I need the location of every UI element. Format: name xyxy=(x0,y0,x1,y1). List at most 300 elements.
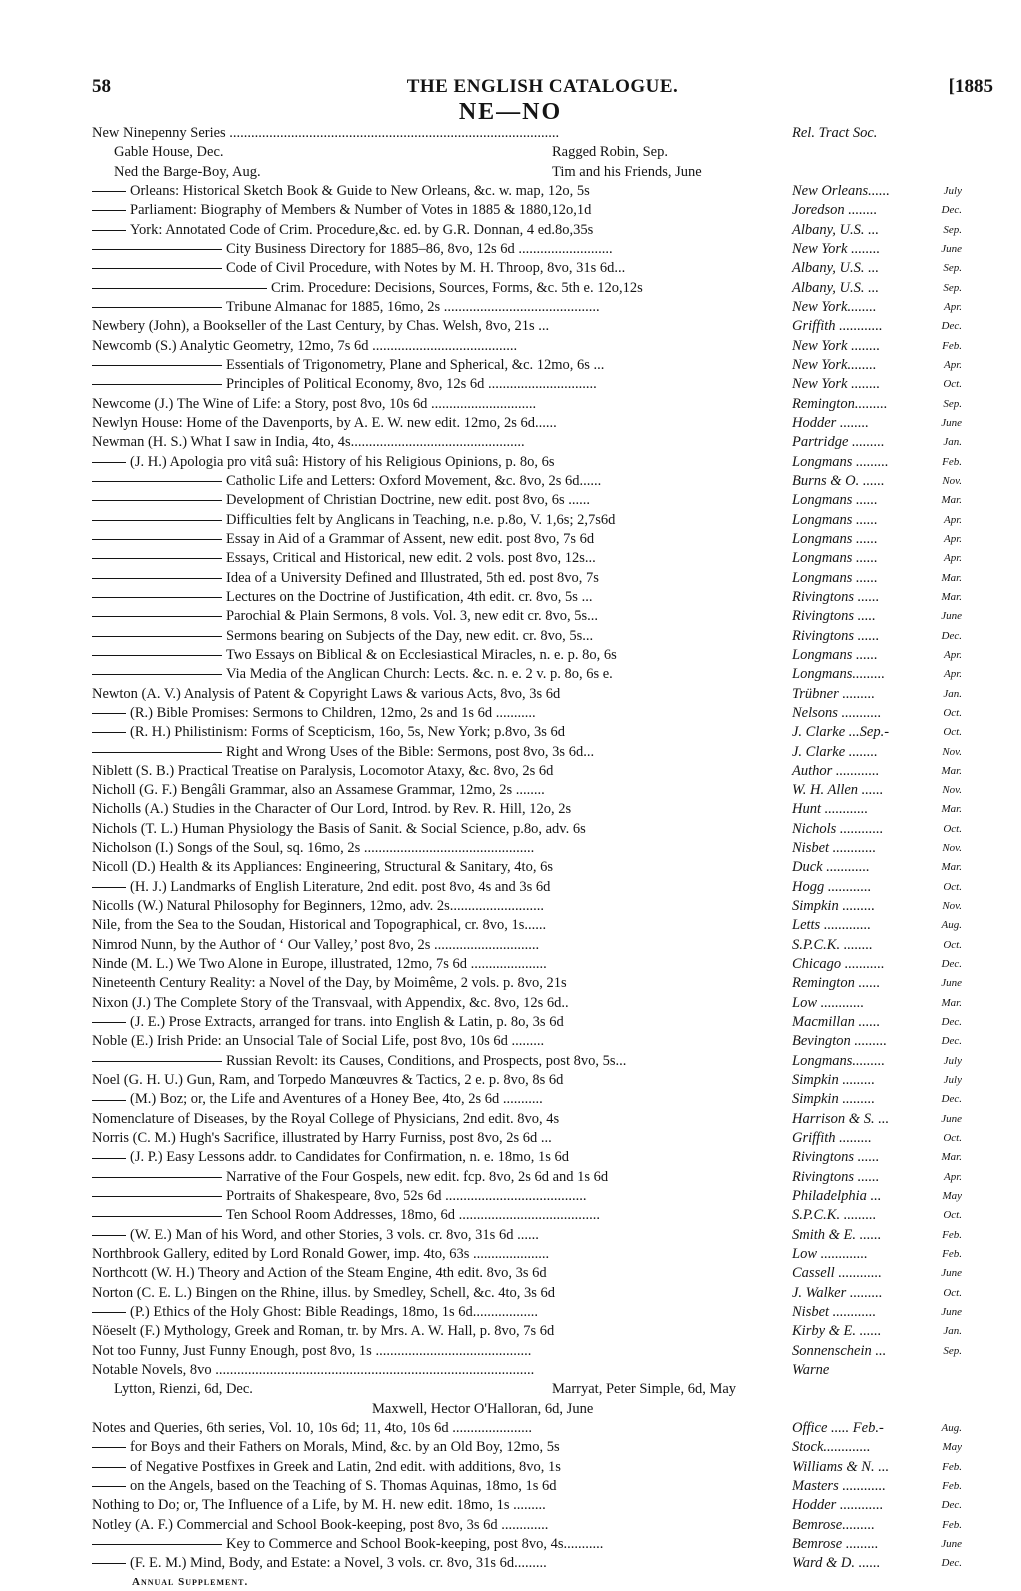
entry-text: Essentials of Trigonometry, Plane and Spherical, &c. 12mo, 6s ... xyxy=(226,356,605,373)
ditto-rule xyxy=(92,1447,126,1448)
catalogue-entry xyxy=(92,1129,962,1148)
series-volumes xyxy=(92,1400,962,1419)
ditto-rule xyxy=(92,578,222,579)
ditto-rule xyxy=(92,616,222,617)
entry-month: Sep. xyxy=(943,223,962,236)
entry-publisher: J. Walker ......... xyxy=(792,1284,883,1301)
entry-list xyxy=(92,124,962,1591)
entry-publisher: New Orleans...... xyxy=(792,182,890,199)
entry-publisher: Nelsons ........... xyxy=(792,704,882,721)
entry-month: Mar. xyxy=(941,590,962,603)
entry-text: Tribune Almanac for 1885, 16mo, 2s ........................................... xyxy=(226,298,600,315)
entry-month: Dec. xyxy=(941,1035,962,1048)
entry-month: Oct. xyxy=(943,378,962,391)
entry-publisher: Philadelphia ... xyxy=(792,1188,882,1205)
catalogue-entry xyxy=(92,356,962,375)
entry-month: Oct. xyxy=(943,880,962,893)
entry-publisher: New York ........ xyxy=(792,337,881,354)
ditto-rule xyxy=(92,713,126,714)
entry-month: Aug. xyxy=(941,919,962,932)
entry-publisher: Nisbet ............ xyxy=(792,1304,877,1321)
ditto-rule xyxy=(92,732,126,733)
entry-publisher: Nichols ............ xyxy=(792,820,884,837)
catalogue-entry xyxy=(92,762,962,781)
entry-text: Portraits of Shakespeare, 8vo, 52s 6d ....................................... xyxy=(226,1188,587,1205)
entry-month: Apr. xyxy=(943,648,962,661)
entry-text: (W. E.) Man of his Word, and other Stories, 3 vols. cr. 8vo, 31s 6d ...... xyxy=(130,1226,539,1243)
catalogue-entry xyxy=(92,1206,962,1225)
entry-text: Noble (E.) Irish Pride: an Unsocial Tale of Social Life, post 8vo, 10s 6d ......... xyxy=(92,1033,545,1050)
entry-text: Northcott (W. H.) Theory and Action of the Steam Engine, 4th edit. 8vo, 3s 6d xyxy=(92,1265,547,1282)
catalogue-entry xyxy=(92,569,962,588)
entry-month: Mar. xyxy=(941,764,962,777)
catalogue-entry xyxy=(92,182,962,201)
entry-text: Newton (A. V.) Analysis of Patent & Copyright Laws & various Acts, 8vo, 3s 6d xyxy=(92,685,561,702)
catalogue-entry xyxy=(92,395,962,414)
entry-month: Feb. xyxy=(942,1479,962,1492)
entry-text: of Negative Postfixes in Greek and Latin, 2nd edit. with additions, 8vo, 1s xyxy=(130,1458,561,1475)
entry-text: Newcome (J.) The Wine of Life: a Story, post 8vo, 10s 6d ............................. xyxy=(92,395,537,412)
ditto-rule xyxy=(92,462,126,463)
entry-publisher: Simpkin ......... xyxy=(792,1072,875,1089)
entry-text: Catholic Life and Letters: Oxford Movement, &c. 8vo, 2s 6d...... xyxy=(226,472,602,489)
catalogue-entry xyxy=(92,704,962,723)
entry-publisher: Longmans ...... xyxy=(792,550,878,567)
entry-month: Oct. xyxy=(943,706,962,719)
entry-month: June xyxy=(941,1306,962,1319)
entry-month: Apr. xyxy=(943,513,962,526)
catalogue-entry xyxy=(92,124,962,143)
catalogue-entry xyxy=(92,588,962,607)
catalogue-entry xyxy=(92,1071,962,1090)
ditto-rule xyxy=(92,500,222,501)
entry-month: Nov. xyxy=(942,784,962,797)
entry-publisher: New York........ xyxy=(792,298,877,315)
catalogue-entry xyxy=(92,858,962,877)
entry-text: (J. P.) Easy Lessons addr. to Candidates for Confirmation, n. e. 18mo, 1s 6d xyxy=(130,1149,569,1166)
entry-month: Mar. xyxy=(941,861,962,874)
entry-month: May xyxy=(942,1190,962,1203)
entry-month: June xyxy=(941,610,962,623)
series-volume: Ned the Barge-Boy, Aug. xyxy=(114,163,261,180)
ditto-rule xyxy=(92,674,222,675)
entry-text: Code of Civil Procedure, with Notes by M. H. Throop, 8vo, 31s 6d... xyxy=(226,260,626,277)
entry-publisher: Trübner ......... xyxy=(792,685,875,702)
catalogue-entry xyxy=(92,1419,962,1438)
ditto-rule xyxy=(92,268,222,269)
ditto-rule xyxy=(92,597,222,598)
catalogue-entry xyxy=(92,646,962,665)
entry-month: Feb. xyxy=(942,1460,962,1473)
catalogue-entry xyxy=(92,1322,962,1341)
entry-publisher: Bevington ......... xyxy=(792,1033,888,1050)
catalogue-entry xyxy=(92,1187,962,1206)
entry-publisher: Warne xyxy=(792,1362,830,1378)
catalogue-entry xyxy=(92,1438,962,1457)
ditto-rule xyxy=(92,1022,126,1023)
entry-text: Notley (A. F.) Commercial and School Book-keeping, post 8vo, 3s 6d ............. xyxy=(92,1516,549,1533)
entry-month: Nov. xyxy=(942,474,962,487)
entry-text: Notes and Queries, 6th series, Vol. 10, 10s 6d; 11, 4to, 10s 6d ...................... xyxy=(92,1419,532,1436)
entry-text: (J. H.) Apologia pro vitâ suâ: History of his Religious Opinions, p. 8o, 6s xyxy=(130,453,555,470)
ditto-rule xyxy=(92,1061,222,1062)
catalogue-entry xyxy=(92,955,962,974)
entry-publisher: Harrison & S. ... xyxy=(792,1110,890,1127)
catalogue-entry xyxy=(92,665,962,684)
entry-publisher: Simpkin ......... xyxy=(792,898,875,915)
series-volume: Ragged Robin, Sep. xyxy=(552,144,668,161)
entry-month: July xyxy=(943,1074,962,1087)
entry-text: Nineteenth Century Reality: a Novel of the Day, by Moimême, 2 vols. p. 8vo, 21s xyxy=(92,975,567,992)
ditto-rule xyxy=(92,481,222,482)
entry-text: for Boys and their Fathers on Morals, Mind, &c. by an Old Boy, 12mo, 5s xyxy=(130,1439,560,1456)
entry-publisher: Hunt ............ xyxy=(792,801,869,818)
entry-month: Mar. xyxy=(941,571,962,584)
ditto-rule xyxy=(92,1196,222,1197)
entry-month: Dec. xyxy=(941,1557,962,1570)
entry-publisher: Longmans ...... xyxy=(792,569,878,586)
entry-publisher: Ward & D. ...... xyxy=(792,1555,881,1572)
entry-text: York: Annotated Code of Crim. Procedure,&c. ed. by G.R. Donnan, 4 ed.8o,35s xyxy=(130,221,594,238)
catalogue-entry xyxy=(92,897,962,916)
ditto-rule xyxy=(92,887,126,888)
entry-publisher: Bemrose......... xyxy=(792,1516,875,1533)
entry-text: Niblett (S. B.) Practical Treatise on Paralysis, Locomotor Ataxy, &c. 8vo, 2s 6d xyxy=(92,762,554,779)
ditto-rule xyxy=(92,1100,126,1101)
ditto-rule xyxy=(92,307,222,308)
ditto-rule xyxy=(92,1467,126,1468)
entry-month: July xyxy=(943,184,962,197)
entry-month: Jan. xyxy=(943,687,962,700)
ditto-rule xyxy=(92,1235,126,1236)
entry-text: Narrative of the Four Gospels, new edit. fcp. 8vo, 2s 6d and 1s 6d xyxy=(226,1168,609,1185)
catalogue-entry xyxy=(92,279,962,298)
entry-text: Idea of a University Defined and Illustrated, 5th ed. post 8vo, 7s xyxy=(226,569,599,586)
catalogue-entry xyxy=(92,1516,962,1535)
entry-text: Nixon (J.) The Complete Story of the Transvaal, with Appendix, &c. 8vo, 12s 6d.. xyxy=(92,994,569,1011)
entry-text: Essay in Aid of a Grammar of Assent, new edit. post 8vo, 7s 6d xyxy=(226,530,595,547)
ditto-rule xyxy=(92,288,267,289)
entry-text: Nicoll (D.) Health & its Appliances: Engineering, Structural & Sanitary, 4to, 6s xyxy=(92,859,553,876)
entry-publisher: Low ............. xyxy=(792,1246,868,1263)
entry-month: June xyxy=(941,242,962,255)
catalogue-entry xyxy=(92,375,962,394)
catalogue-entry xyxy=(92,1148,962,1167)
entry-month: Dec. xyxy=(941,1499,962,1512)
entry-text: Norris (C. M.) Hugh's Sacrifice, illustrated by Harry Furniss, post 8vo, 2s 6d ... xyxy=(92,1130,552,1147)
catalogue-entry xyxy=(92,1168,962,1187)
catalogue-entry xyxy=(92,878,962,897)
entry-publisher: Stock............. xyxy=(792,1439,871,1456)
ditto-rule xyxy=(92,558,222,559)
entry-month: Feb. xyxy=(942,455,962,468)
entry-publisher: Duck ............ xyxy=(792,859,870,876)
entry-text: Lectures on the Doctrine of Justification, 4th edit. cr. 8vo, 5s ... xyxy=(226,588,593,605)
series-volume: Lytton, Rienzi, 6d, Dec. xyxy=(114,1381,253,1398)
ditto-rule xyxy=(92,539,222,540)
entry-publisher: Hodder ........ xyxy=(792,414,869,431)
catalogue-entry xyxy=(92,1110,962,1129)
entry-publisher: Simpkin ......... xyxy=(792,1091,875,1108)
catalogue-entry xyxy=(92,317,962,336)
entry-month: Dec. xyxy=(941,320,962,333)
entry-text: Not too Funny, Just Funny Enough, post 8vo, 1s ........................................... xyxy=(92,1342,532,1359)
entry-text: Parliament: Biography of Members & Number of Votes in 1885 & 1880,12o,1d xyxy=(130,202,592,219)
ditto-rule xyxy=(92,230,126,231)
catalogue-entry xyxy=(92,1013,962,1032)
entry-publisher: Chicago ........... xyxy=(792,956,885,973)
entry-month: Oct. xyxy=(943,822,962,835)
entry-text: Ninde (M. L.) We Two Alone in Europe, illustrated, 12mo, 7s 6d ..................... xyxy=(92,956,547,973)
catalogue-entry xyxy=(92,1342,962,1361)
entry-publisher: Rivingtons ...... xyxy=(792,1149,880,1166)
catalogue-entry xyxy=(92,1496,962,1515)
entry-month: May xyxy=(942,1441,962,1454)
year-marker: [1885 xyxy=(948,76,993,97)
entry-month: Mar. xyxy=(941,1151,962,1164)
ditto-rule xyxy=(92,1216,222,1217)
catalogue-entry xyxy=(92,298,962,317)
entry-publisher: Smith & E. ...... xyxy=(792,1226,882,1243)
entry-month: June xyxy=(941,977,962,990)
catalogue-entry xyxy=(92,433,962,452)
catalogue-entry xyxy=(92,1554,962,1573)
entry-text: Newman (H. S.) What I saw in India, 4to, 4s................................................ xyxy=(92,434,525,451)
entry-month: Apr. xyxy=(943,358,962,371)
catalogue-entry xyxy=(92,414,962,433)
entry-text: Two Essays on Biblical & on Ecclesiastical Miracles, n. e. p. 8o, 6s xyxy=(226,646,617,663)
entry-month: Dec. xyxy=(941,1016,962,1029)
entry-publisher: Longmans ......... xyxy=(792,453,889,470)
catalogue-entry xyxy=(92,337,962,356)
entry-month: Feb. xyxy=(942,1248,962,1261)
ditto-rule xyxy=(92,655,222,656)
catalogue-entry xyxy=(92,800,962,819)
entry-publisher: Longmans......... xyxy=(792,666,886,683)
entry-month: June xyxy=(941,1267,962,1280)
entry-text: City Business Directory for 1885–86, 8vo, 12s 6d .......................... xyxy=(226,240,613,257)
ditto-rule xyxy=(92,210,126,211)
page-title: THE ENGLISH CATALOGUE. xyxy=(406,76,679,97)
entry-publisher: Macmillan ...... xyxy=(792,1014,881,1031)
entry-text: Noel (G. H. U.) Gun, Ram, and Torpedo Manœuvres & Tactics, 2 e. p. 8vo, 8s 6d xyxy=(92,1072,564,1089)
entry-text: Newcomb (S.) Analytic Geometry, 12mo, 7s 6d ........................................ xyxy=(92,337,518,354)
entry-text: (H. J.) Landmarks of English Literature, 2nd edit. post 8vo, 4s and 3s 6d xyxy=(130,878,551,895)
entry-month: Sep. xyxy=(943,281,962,294)
catalogue-entry xyxy=(92,607,962,626)
series-volumes xyxy=(92,1380,962,1399)
entry-publisher: Albany, U.S. ... xyxy=(792,221,879,238)
series-volume: Tim and his Friends, June xyxy=(552,163,702,180)
entry-publisher: Rivingtons ...... xyxy=(792,588,880,605)
entry-text: Nicolls (W.) Natural Philosophy for Beginners, 12mo, adv. 2s.......................... xyxy=(92,898,545,915)
entry-month: June xyxy=(941,416,962,429)
entry-text: (F. E. M.) Mind, Body, and Estate: a Novel, 3 vols. cr. 8vo, 31s 6d......... xyxy=(130,1555,547,1572)
entry-publisher: Williams & N. ... xyxy=(792,1458,890,1475)
entry-month: Dec. xyxy=(941,204,962,217)
entry-publisher: New York ........ xyxy=(792,376,881,393)
entry-month: Sep. xyxy=(943,1344,962,1357)
entry-publisher: Rivingtons ...... xyxy=(792,1168,880,1185)
entry-month: Apr. xyxy=(943,532,962,545)
catalogue-entry xyxy=(92,916,962,935)
catalogue-entry xyxy=(92,1226,962,1245)
entry-text: Orleans: Historical Sketch Book & Guide to New Orleans, &c. w. map, 12o, 5s xyxy=(130,182,590,199)
entry-publisher: Nisbet ............ xyxy=(792,840,877,857)
catalogue-entry xyxy=(92,723,962,742)
entry-month: Apr. xyxy=(943,1170,962,1183)
entry-text: Newlyn House: Home of the Davenports, by A. E. W. new edit. 12mo, 2s 6d...... xyxy=(92,414,557,431)
entry-text: Nicholson (I.) Songs of the Soul, sq. 16mo, 2s ............................................... xyxy=(92,840,535,857)
entry-month: Mar. xyxy=(941,494,962,507)
entry-text: on the Angels, based on the Teaching of S. Thomas Aquinas, 18mo, 1s 6d xyxy=(130,1477,557,1494)
catalogue-entry xyxy=(92,491,962,510)
ditto-rule xyxy=(92,636,222,637)
entry-publisher: Bemrose ......... xyxy=(792,1535,879,1552)
catalogue-entry xyxy=(92,472,962,491)
entry-text: Nile, from the Sea to the Soudan, Historical and Topographical, cr. 8vo, 1s...... xyxy=(92,917,547,934)
entry-month: Feb. xyxy=(942,1228,962,1241)
entry-text: Principles of Political Economy, 8vo, 12s 6d .............................. xyxy=(226,376,597,393)
catalogue-entry xyxy=(92,1090,962,1109)
entry-text: Russian Revolt: its Causes, Conditions, and Prospects, post 8vo, 5s... xyxy=(226,1052,627,1069)
entry-text: Nicholl (G. F.) Bengâli Grammar, also an Assamese Grammar, 12mo, 2s ........ xyxy=(92,782,545,799)
entry-text: Northbrook Gallery, edited by Lord Ronald Gower, imp. 4to, 63s ..................... xyxy=(92,1246,550,1263)
entry-publisher: Albany, U.S. ... xyxy=(792,260,879,277)
entry-month: Dec. xyxy=(941,629,962,642)
entry-month: Apr. xyxy=(943,300,962,313)
entry-month: Dec. xyxy=(941,1093,962,1106)
entry-publisher: Hogg ............ xyxy=(792,878,872,895)
entry-publisher: Joredson ........ xyxy=(792,202,878,219)
entry-text: Norton (C. E. L.) Bingen on the Rhine, illus. by Smedley, Schell, &c. 4to, 3s 6d xyxy=(92,1284,556,1301)
entry-text: Parochial & Plain Sermons, 8 vols. Vol. 3, new edit cr. 8vo, 5s... xyxy=(226,608,599,625)
page-number: 58 xyxy=(92,76,111,97)
catalogue-entry xyxy=(92,530,962,549)
catalogue-entry xyxy=(92,743,962,762)
entry-text: Crim. Procedure: Decisions, Sources, Forms, &c. 5th e. 12o,12s xyxy=(271,279,643,296)
entry-month: Sep. xyxy=(943,397,962,410)
ditto-rule xyxy=(92,384,222,385)
entry-publisher: Longmans......... xyxy=(792,1052,886,1069)
entry-publisher: S.P.C.K. ......... xyxy=(792,1207,877,1224)
entry-publisher: Griffith ......... xyxy=(792,1130,872,1147)
entry-publisher: Longmans ...... xyxy=(792,646,878,663)
entry-month: July xyxy=(943,1054,962,1067)
entry-publisher: Longmans ...... xyxy=(792,511,878,528)
series-volume: Gable House, Dec. xyxy=(114,144,224,161)
series-volume: Maxwell, Hector O'Halloran, 6d, June xyxy=(372,1400,594,1417)
entry-month: Oct. xyxy=(943,938,962,951)
entry-text: Via Media of the Anglican Church: Lects. &c. n. e. 2 v. p. 8o, 6s e. xyxy=(226,666,613,683)
entry-month: Apr. xyxy=(943,668,962,681)
entry-text: Difficulties felt by Anglicans in Teaching, n.e. p.8o, V. 1,6s; 2,7s6d xyxy=(226,511,616,528)
entry-month: June xyxy=(941,1112,962,1125)
entry-text: (R. H.) Philistinism: Forms of Scepticism, 16o, 5s, New York; p.8vo, 3s 6d xyxy=(130,724,566,741)
catalogue-entry xyxy=(92,1303,962,1322)
entry-publisher: Remington ...... xyxy=(792,975,881,992)
catalogue-entry xyxy=(92,1052,962,1071)
ditto-rule xyxy=(92,1177,222,1178)
entry-month: Dec. xyxy=(941,958,962,971)
entry-month: Oct. xyxy=(943,726,962,739)
entry-month: Jan. xyxy=(943,436,962,449)
entry-month: Jan. xyxy=(943,1325,962,1338)
entry-text: Nichols (T. L.) Human Physiology the Basis of Sanit. & Social Science, p.8o, adv. 6s xyxy=(92,820,586,837)
catalogue-entry xyxy=(92,974,962,993)
entry-publisher: Cassell ............ xyxy=(792,1265,882,1282)
entry-text: Nöeselt (F.) Mythology, Greek and Roman, tr. by Mrs. A. W. Hall, p. 8vo, 7s 6d xyxy=(92,1323,555,1340)
catalogue-entry xyxy=(92,994,962,1013)
ditto-rule xyxy=(92,365,222,366)
ditto-rule xyxy=(92,1486,126,1487)
running-header xyxy=(92,76,993,98)
series-volumes xyxy=(92,163,962,182)
entry-month: Oct. xyxy=(943,1209,962,1222)
entry-publisher: Kirby & E. ...... xyxy=(792,1323,882,1340)
page-footer: Annual Supplement. xyxy=(132,1575,249,1588)
entry-publisher: W. H. Allen ...... xyxy=(792,782,884,799)
ditto-rule xyxy=(92,752,222,753)
entry-publisher: J. Clarke ........ xyxy=(792,743,878,760)
entry-text: Nomenclature of Diseases, by the Royal College of Physicians, 2nd edit. 8vo, 4s xyxy=(92,1110,560,1127)
entry-publisher: Office ..... Feb.- xyxy=(792,1419,884,1436)
catalogue-entry xyxy=(92,453,962,472)
catalogue-entry xyxy=(92,627,962,646)
catalogue-entry xyxy=(92,221,962,240)
catalogue-entry xyxy=(92,1245,962,1264)
entry-month: Mar. xyxy=(941,803,962,816)
catalogue-entry xyxy=(92,201,962,220)
entry-text: Ten School Room Addresses, 18mo, 6d ....................................... xyxy=(226,1207,600,1224)
entry-publisher: Rel. Tract Soc. xyxy=(792,125,878,141)
entry-publisher: J. Clarke ...Sep.- xyxy=(792,724,890,741)
entry-publisher: Remington......... xyxy=(792,395,888,412)
ditto-rule xyxy=(92,249,222,250)
series-volumes xyxy=(92,143,962,162)
entry-text: Right and Wrong Uses of the Bible: Sermons, post 8vo, 3s 6d... xyxy=(226,743,595,760)
entry-text: New Ninepenny Series ........................................................................................... xyxy=(92,125,560,141)
entry-publisher: Low ............ xyxy=(792,994,865,1011)
catalogue-entry xyxy=(92,685,962,704)
entry-month: Apr. xyxy=(943,552,962,565)
entry-text: Nicholls (A.) Studies in the Character of Our Lord, Introd. by Rev. R. Hill, 12o, 2s xyxy=(92,801,572,818)
entry-text: Nothing to Do; or, The Influence of a Life, by M. H. new edit. 18mo, 1s ......... xyxy=(92,1497,546,1514)
entry-publisher: Author ............ xyxy=(792,762,880,779)
catalogue-entry xyxy=(92,1264,962,1283)
entry-month: Nov. xyxy=(942,745,962,758)
catalogue-entry xyxy=(92,781,962,800)
catalogue-entry xyxy=(92,1458,962,1477)
entry-text: Notable Novels, 8vo ........................................................................................ xyxy=(92,1362,535,1378)
entry-text: Key to Commerce and School Book-keeping, post 8vo, 4s........... xyxy=(226,1535,604,1552)
entry-publisher: Burns & O. ...... xyxy=(792,472,885,489)
catalogue-entry xyxy=(92,839,962,858)
entry-text: (P.) Ethics of the Holy Ghost: Bible Readings, 18mo, 1s 6d.................. xyxy=(130,1304,538,1321)
series-volume: Marryat, Peter Simple, 6d, May xyxy=(552,1381,737,1398)
ditto-rule xyxy=(92,1158,126,1159)
entry-publisher: Hodder ............ xyxy=(792,1497,884,1514)
entry-text: Nimrod Nunn, by the Author of ‘ Our Valley,’ post 8vo, 2s ............................. xyxy=(92,936,540,953)
ditto-rule xyxy=(92,520,222,521)
entry-text: (M.) Boz; or, the Life and Aventures of a Honey Bee, 4to, 2s 6d ........... xyxy=(130,1091,543,1108)
entry-month: Feb. xyxy=(942,1518,962,1531)
entry-text: Development of Christian Doctrine, new edit. post 8vo, 6s ...... xyxy=(226,492,591,509)
catalogue-entry xyxy=(92,511,962,530)
ditto-rule xyxy=(92,1563,126,1564)
entry-publisher: Longmans ...... xyxy=(792,492,878,509)
entry-publisher: Letts ............. xyxy=(792,917,871,934)
